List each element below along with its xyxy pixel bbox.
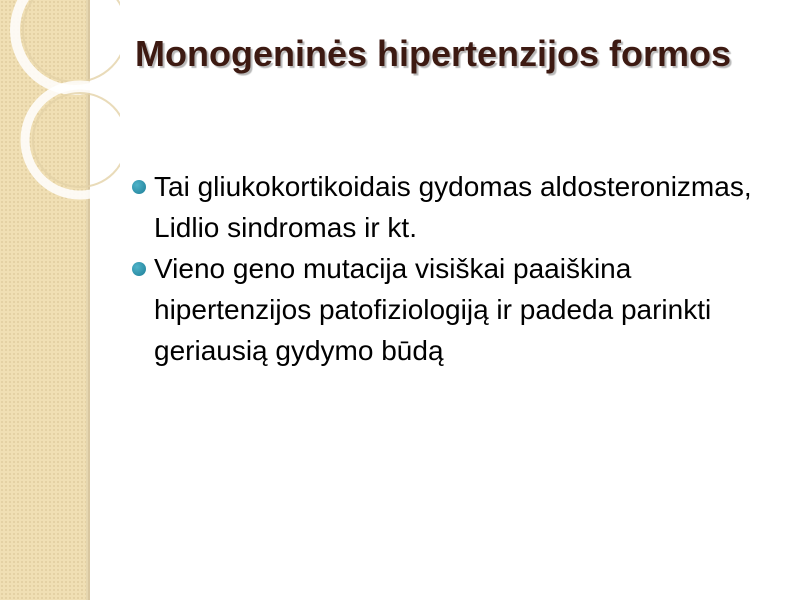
decorative-circles-icon (0, 0, 120, 200)
bullet-text: Tai gliukokortikoidais gydomas aldosteronizmas, Lidlio sindromas ir kt. (154, 171, 752, 243)
slide-title: Monogeninės hipertenzijos formos (135, 33, 732, 74)
bullet-icon (132, 262, 146, 276)
bullet-list (130, 166, 780, 371)
bullet-item (130, 248, 780, 371)
bullet-item (130, 166, 780, 248)
bullet-text: Vieno geno mutacija visiškai paaiškina hipertenzijos patofiziologiją ir padeda parinkti geriausią gydymo būdą (154, 253, 712, 366)
bullet-icon (132, 180, 146, 194)
